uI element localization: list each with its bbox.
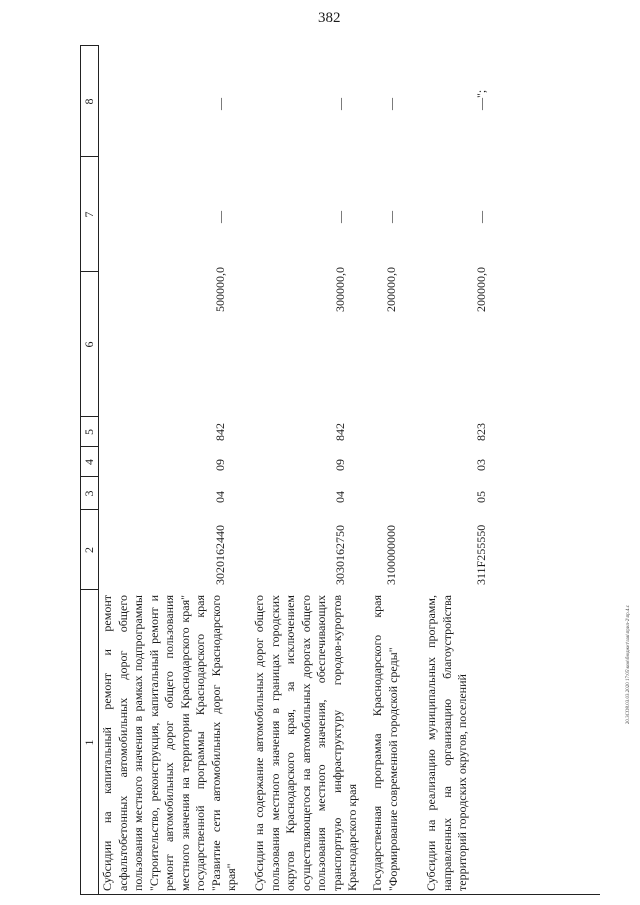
row-code: 311F255550 xyxy=(474,524,488,585)
header-col-7: 7 xyxy=(82,211,96,218)
row-subsection: 09 xyxy=(333,459,347,471)
row-expense-type: 842 xyxy=(213,423,227,441)
header-col-3: 3 xyxy=(82,490,96,497)
document-code: 20.3CO8.03.03.2020 17:05\ком\бюджет\зак\прил-2\пр.4.с xyxy=(626,605,631,725)
header-col-5: 5 xyxy=(82,429,96,435)
page-number: 382 xyxy=(318,10,341,26)
row-section: 04 xyxy=(333,491,347,503)
row-code: 3030162750 xyxy=(333,525,347,585)
row-col7: — xyxy=(384,211,398,223)
table-border-left xyxy=(80,894,600,895)
row-subsection: 03 xyxy=(474,459,488,471)
row-amount: 500000,0 xyxy=(213,267,227,312)
row-col8: —"; xyxy=(474,89,488,110)
row-expense-type: 842 xyxy=(333,423,347,441)
row-col8: — xyxy=(333,98,347,110)
row-code: 3020162440 xyxy=(213,525,227,585)
row-col7: — xyxy=(333,211,347,223)
row-col7: — xyxy=(213,211,227,223)
row-amount: 300000,0 xyxy=(333,267,347,312)
row-description: Субсидии на реализацию муниципальных программ, направленных на организацию благоустройства территорий городских округов, поселений xyxy=(424,595,469,891)
row-section: 05 xyxy=(474,491,488,503)
row-section: 04 xyxy=(213,491,227,503)
row-description: Субсидии на капитальный ремонт и ремонт асфальтобетонных автомобильных дорог общего пользования местного значения в рамках подпрограммы "Строительство, реконструкция, капитальный ремонт и ремонт автомобильных дорог общего пользования местного значения на территории Краснодарского края" государственной программы Краснодарского края "Развитие сети автомобильных дорог Краснодарского края" xyxy=(100,595,238,891)
row-expense-type: 823 xyxy=(474,423,488,441)
header-col-2: 2 xyxy=(82,547,96,553)
row-subsection: 09 xyxy=(213,459,227,471)
row-description: Субсидии на содержание автомобильных дорог общего пользования местного значения в границах городских округов Краснодарского края, за исключением осуществляющегося на автомобильных дорогах общего пользования местного значения, обеспечивающих транспортную инфраструктуру городов-курортов Краснодарского края xyxy=(252,595,359,891)
row-col8: — xyxy=(384,98,398,110)
header-col-4: 4 xyxy=(82,459,96,465)
row-col8: — xyxy=(213,98,227,110)
header-underline xyxy=(98,45,99,895)
row-code: 3100000000 xyxy=(384,525,398,585)
budget-table xyxy=(80,45,600,895)
row-amount: 200000,0 xyxy=(384,267,398,312)
header-col-1: 1 xyxy=(82,739,96,746)
header-col-6: 6 xyxy=(82,341,96,348)
row-description: Государственная программа Краснодарского края "Формирование современной городской среды" xyxy=(370,595,400,891)
row-amount: 200000,0 xyxy=(474,267,488,312)
header-col-8: 8 xyxy=(82,98,96,105)
row-col7: — xyxy=(474,211,488,223)
